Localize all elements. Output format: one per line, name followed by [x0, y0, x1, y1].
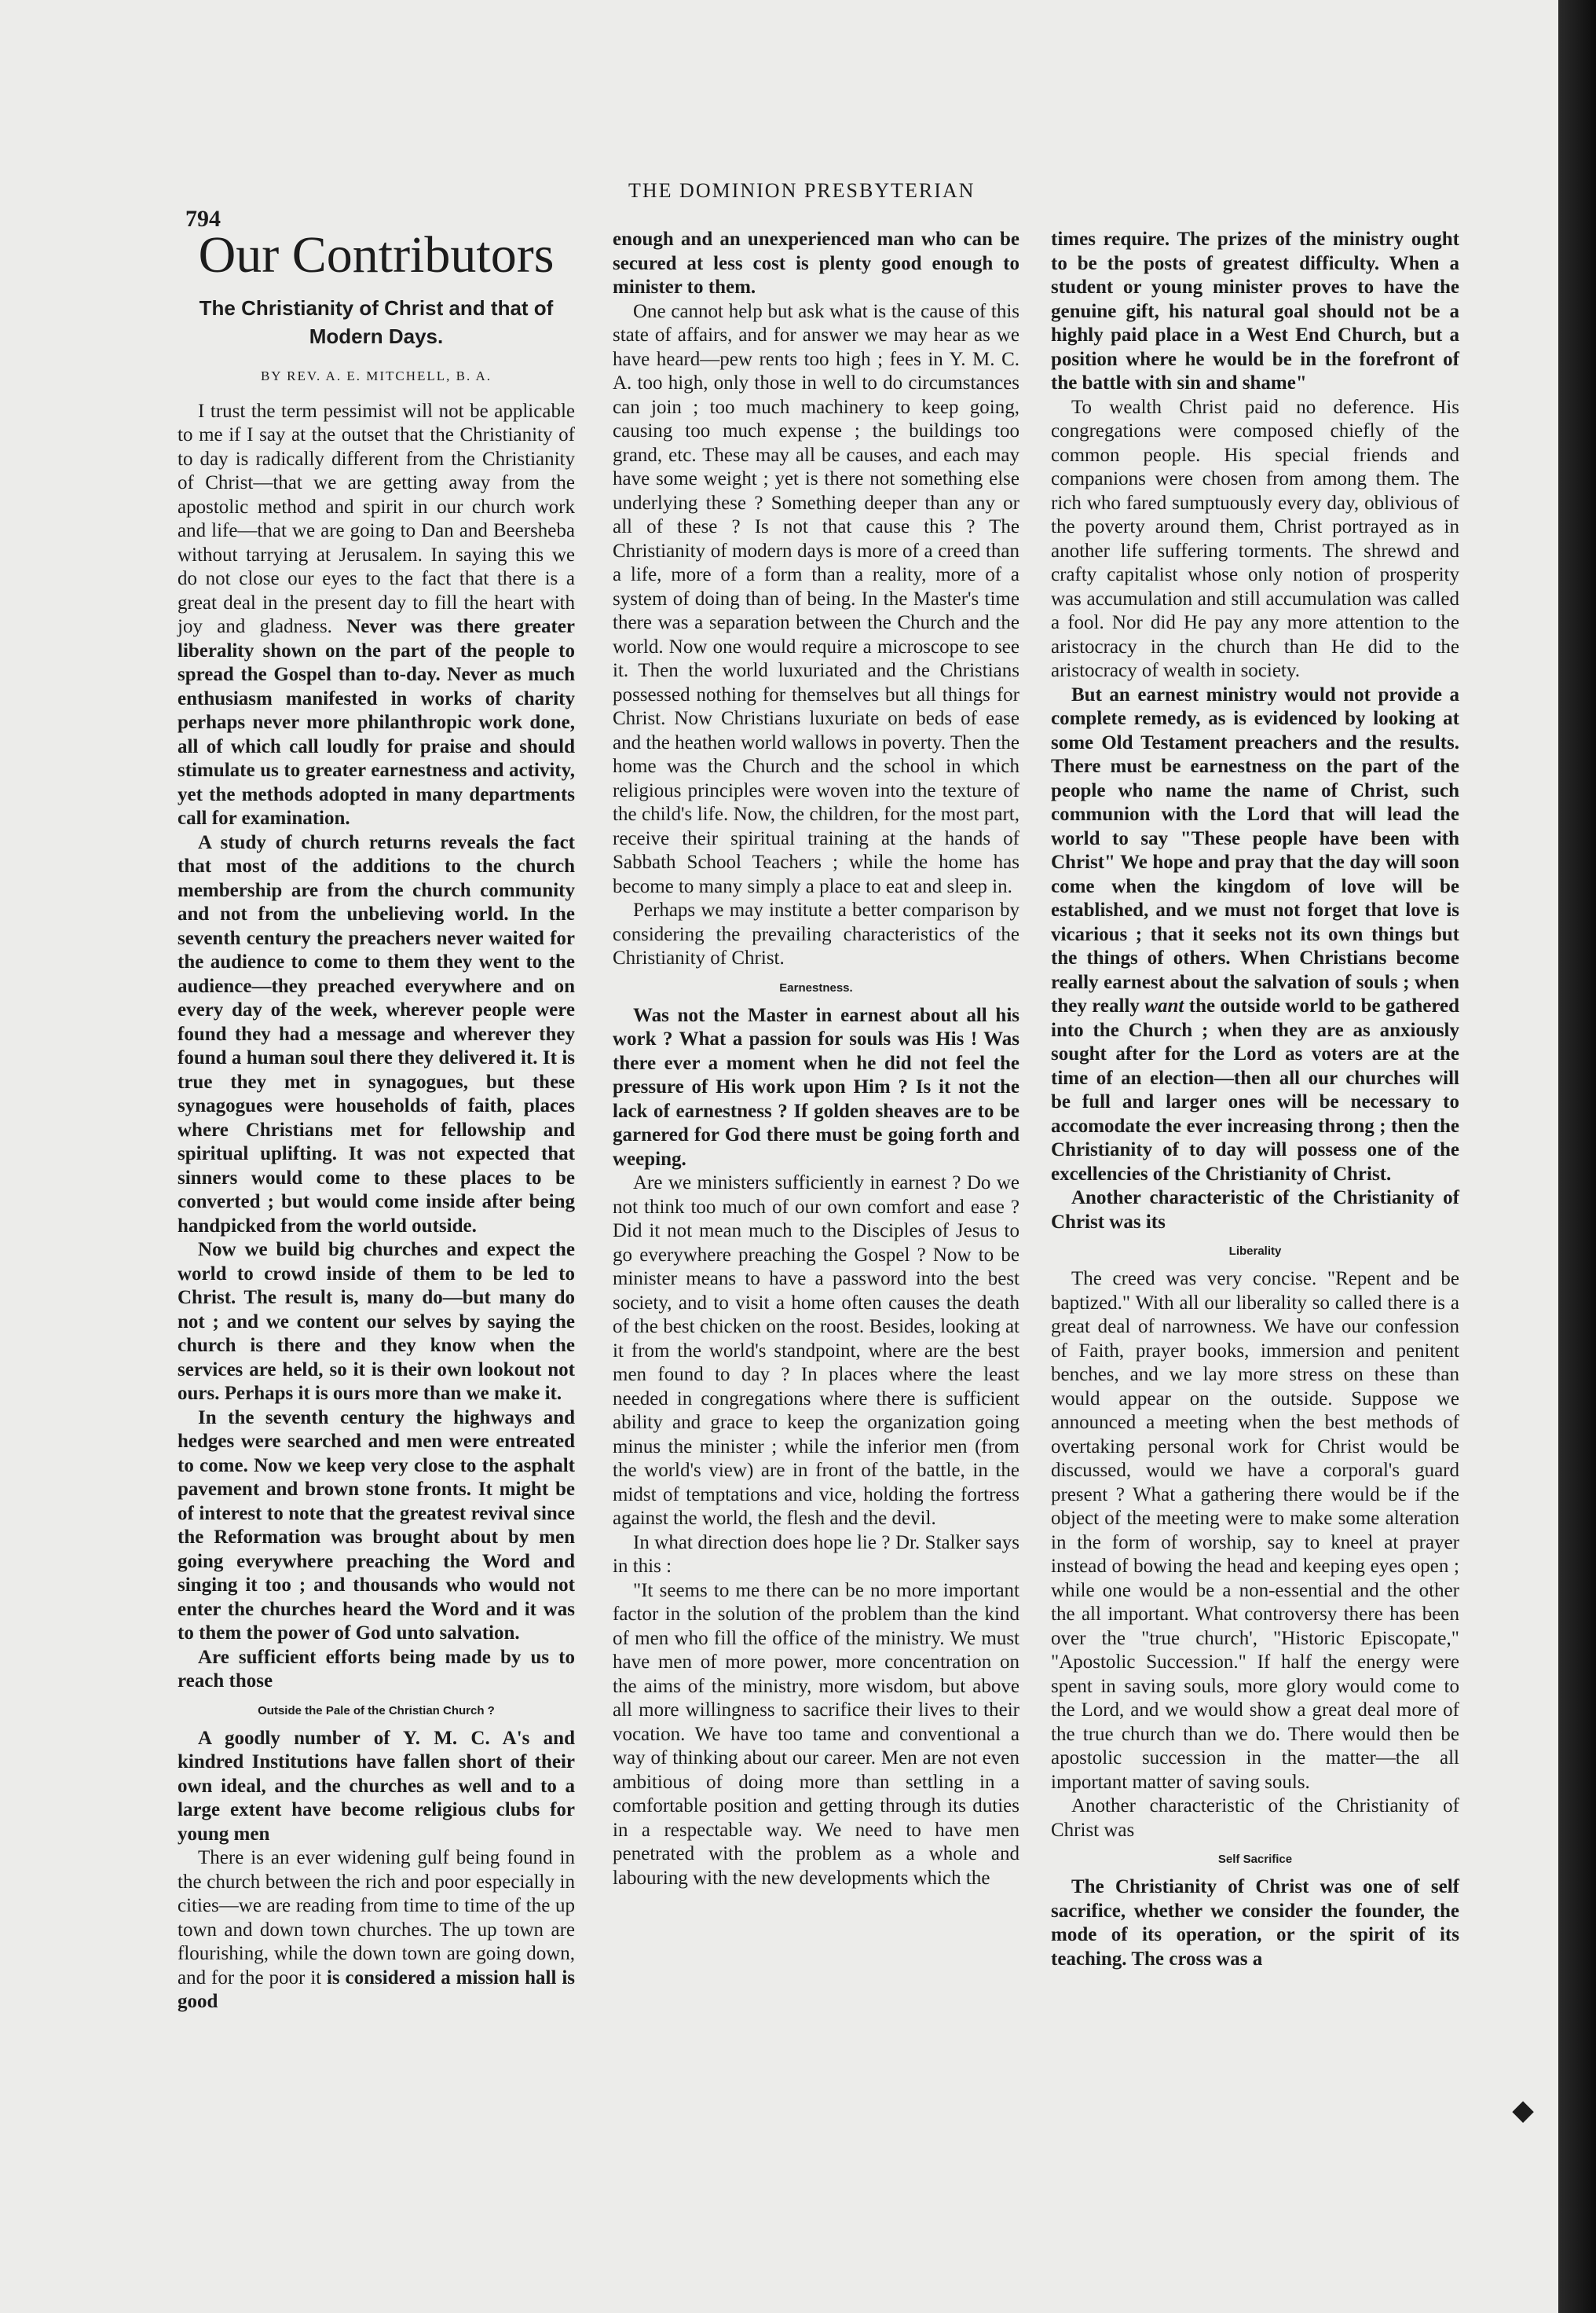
paragraph: In what direction does hope lie ? Dr. Stalker says in this : [613, 1531, 1019, 1577]
paragraph [178, 1846, 575, 2014]
paragraph-text: There is an ever widening gulf being found in the church between the rich and poor especially in cities—we are reading from time to time of the up town and down town churches. The up town are flourishing, while the down town are going down, and for the poor it [178, 1847, 575, 1989]
article-title: The Christianity of Christ and that of Modern Days. [199, 296, 554, 348]
paragraph: Now we build big churches and expect the world to crowd inside of them to be led to Christ. The result is, many do—but many do not ; and we content our selves by saying the church is there and they know when the services are held, so it is their own lookout not ours. Perhaps it is ours more than we make it. [178, 1239, 575, 1404]
paragraph: Are we ministers sufficiently in earnest ? Do we not think too much of our own comfort and ease ? Did it not mean much to the Disciples of Jesus to go everywhere preaching the Gospel ? Now to be minister means to have a password into the best society, and to visit a home often causes the death of the best chicken on the roost. Besides, looking at it from the world's standpoint, where are the best men found to day ? In places where the least needed in congregations where there is sufficient ability and grace to keep the organization going minus the minister ; while the inferior men (from the world's view) are in front of the battle, in the midst of temptations and vice, holding the fortress against the world, the flesh and the devil. [613, 1172, 1019, 1529]
paragraph: Another characteristic of the Christianity of Christ was [1051, 1795, 1459, 1841]
paragraph-text-bold: Never was there greater liberality shown on the part of the people to spread the Gospel than to-day. Never as much enthusiasm manifested in works of charity perhaps never more philanthropic work done, all of which call loudly for praise and should stimulate us to greater earnestness and activity, yet the methods adopted in many departments call for examination. [178, 616, 576, 829]
paragraph: A study of church returns reveals the fact that most of the additions to the church membership are from the church community and not from the unbelieving world. In the seventh century the preachers never waited for the audience to come to them they went to the audience—they preached everywhere and on every day of the week, wherever people were found they had a message and wherever they found a human soul there they delivered it. It is true they met in synagogues, but these synagogues were households of faith, places where Christians met for fellowship and spiritual uplifting. It was not expected that sinners would come to these places to be converted ; but would come inside after being handpicked from the world outside. [178, 831, 575, 1237]
running-head: THE DOMINION PRESBYTERIAN [628, 179, 976, 202]
paragraph: enough and an unexperienced man who can be secured at less cost is plenty good enough to minister to them. [613, 229, 1019, 298]
paragraph-text-bold: is considered a mission hall is good [178, 1967, 575, 2012]
paragraph: The Christianity of Christ was one of self sacrifice, whether we consider the founder, the mode of its operation, or the spirit of its teaching. The cross was a [1051, 1876, 1459, 1970]
paragraph: To wealth Christ paid no deference. His congregations were composed chiefly of the common people. His special friends and companions were chosen from among them. The rich who fared sumptuously every day, oblivious of the poverty around them, Christ portrayed as in another life suffering torments. The shrewd and crafty capitalist whose only notion of prosperity was accumulation and still accumulation was called a fool. Nor did He pay any more attention to the aristocracy in the church than He did to the aristocracy of wealth in society. [1051, 396, 1459, 681]
paragraph [1051, 684, 1459, 1187]
paragraph-text: But an earnest ministry would not provide a complete remedy, as is evidenced by looking at some Old Testament preachers and the results. There must be earnestness on the part of the people who name the name of Christ, such communion with the Lord that will lead the world to say "These people have been with Christ" We hope and pray that the day will soon come when the kingdom of love will be established, and we must not forget that love is vicarious ; that it seeks not its own things but the things of others. When Christians become really earnest about the salvation of souls ; when they really [1051, 684, 1459, 1017]
section-title: Our Contributors [198, 226, 555, 284]
paragraph-text: I trust the term pessimist will not be applicable to me if I say at the outset that the Christianity of to day is radically different from the Christianity of Christ—that we are getting away from the apostolic method and spirit in our church work and life—that we are going to Dan and Beersheba without tarrying at Jerusalem. In saying this we do not close our eyes to the fact that there is a great deal in the present day to fill the heart with joy and gladness. [178, 400, 575, 637]
paragraph: Perhaps we may institute a better comparison by considering the prevailing characteristics of the Christianity of Christ. [613, 900, 1019, 969]
paragraph: A goodly number of Y. M. C. A's and kindred Institutions have fallen short of their own ideal, and the churches as well and to a large extent have become religious clubs for young men [178, 1727, 575, 1845]
paragraph [178, 400, 575, 831]
subheading: Liberality [1228, 1244, 1282, 1258]
paragraph: times require. The prizes of the ministry ought to be the posts of greatest difficulty. When a student or young minister proves to have the genuine gift, his natural goal should not be a highly paid place in a West End Church, but a position where he would be in the forefront of the battle with sin and shame" [1051, 229, 1459, 394]
paragraph: The creed was very concise. "Repent and be baptized." With all our liberality so called there is a great deal of narrowness. We have our confession of Faith, prayer books, immersion and penitent benches, and we lay more stress on these than would appear on the outside. Suppose we announced a meeting when the best methods of overtaking personal work for Christ would be discussed, would we have a corporal's guard present ? What a gathering there would be if the object of the meeting were to make some alteration in the form of worship, say to kneel at prayer instead of bowing the head and keeping eyes open ; while one would be a non-essential and the other the all important. What controversy there has been over the "true church', "Historic Episcopate," "Apostolic Succession." If half the energy were spent in saving souls, more glory would come to the Lord, and we would show a great deal more of the true church than we do. There would then be apostolic succession in the matter—the all important matter of saving souls. [1051, 1268, 1459, 1793]
column-2 [613, 228, 1019, 1890]
page-number: 794 [185, 206, 221, 232]
subheading: Outside the Pale of the Christian Church ? [258, 1703, 495, 1717]
scan-edge [1558, 0, 1596, 2313]
paragraph: Another characteristic of the Christianity of Christ was its [1051, 1187, 1459, 1233]
paragraph: Are sufficient efforts being made by us to reach those [178, 1646, 575, 1692]
byline: BY REV. A. E. MITCHELL, B. A. [260, 368, 492, 383]
column-1 [178, 228, 575, 2014]
paragraph-text: the outside world to be gathered into the Church ; when they are as anxiously sought after for the Lord as voters are at the time of an election—then all our churches will be full and larger ones will be necessary to accomodate the ever increasing throng ; then the Christianity of to day will possess one of the excellencies of the Christianity of Christ. [1051, 995, 1459, 1185]
subheading: Earnestness. [779, 981, 853, 995]
paragraph: Was not the Master in earnest about all his work ? What a passion for souls was His ! Was there ever a moment when he did not feel the pressure of His work upon Him ? Is it not the lack of earnestness ? If golden sheaves are to be garnered for God there must be going forth and weeping. [613, 1004, 1019, 1170]
paragraph: In the seventh century the highways and hedges were searched and men were entreated to come. Now we keep very close to the asphalt pavement and brown stone fronts. It might be of interest to note that the greatest revival since the Reformation was brought about by men going everywhere preaching the Word and singing it too ; and thousands who would not enter the churches heard the Word and it was to them the power of God unto salvation. [178, 1406, 575, 1644]
column-3 [1051, 228, 1459, 1971]
paragraph: One cannot help but ask what is the cause of this state of affairs, and for answer we may hear as we have heard—pew rents too high ; fees in Y. M. C. A. too high, only those in well to do circumstances can join ; too much machinery to keep going, causing too much expense ; the buildings too grand, etc. These may all be causes, and each may have some weight ; yet is there not something else underlying these ? Something deeper than any or all of these ? Is not that cause this ? The Christianity of modern days is more of a creed than a life, more of a form than a reality, more of a system of doing than of being. In the Master's time there was a separation between the Church and the world. Now one would require a microscope to see it. Then the world luxuriated and the Christians possessed nothing for themselves but all things for Christ. Now Christians luxuriate on beds of ease and the heathen world wallows in poverty. Then the home was the Church and the school in which religious principles were woven into the texture of the child's life. Now, the children, for the most part, receive their spiritual training at the hands of Sabbath School Teachers ; while the home has become to many simply a place to eat and sleep in. [613, 300, 1019, 897]
continuation-mark-icon: ◆ [1513, 2096, 1534, 2125]
emphasis-text: want [1144, 995, 1184, 1017]
paragraph: "It seems to me there can be no more important factor in the solution of the problem than the kind of men who fill the office of the ministry. We must have men of more power, more concentration on the aims of the ministry, more wisdom, but above all more willingness to sacrifice their lives to their vocation. We have too tame and conventional a way of thinking about our career. Men are not even ambitious of doing more than settling in a comfortable position and getting through its duties in a respectable way. We need to have men penetrated with the problem as a whole and labouring with the new developments which the [613, 1579, 1019, 1889]
subheading: Self Sacrifice [1217, 1853, 1293, 1866]
